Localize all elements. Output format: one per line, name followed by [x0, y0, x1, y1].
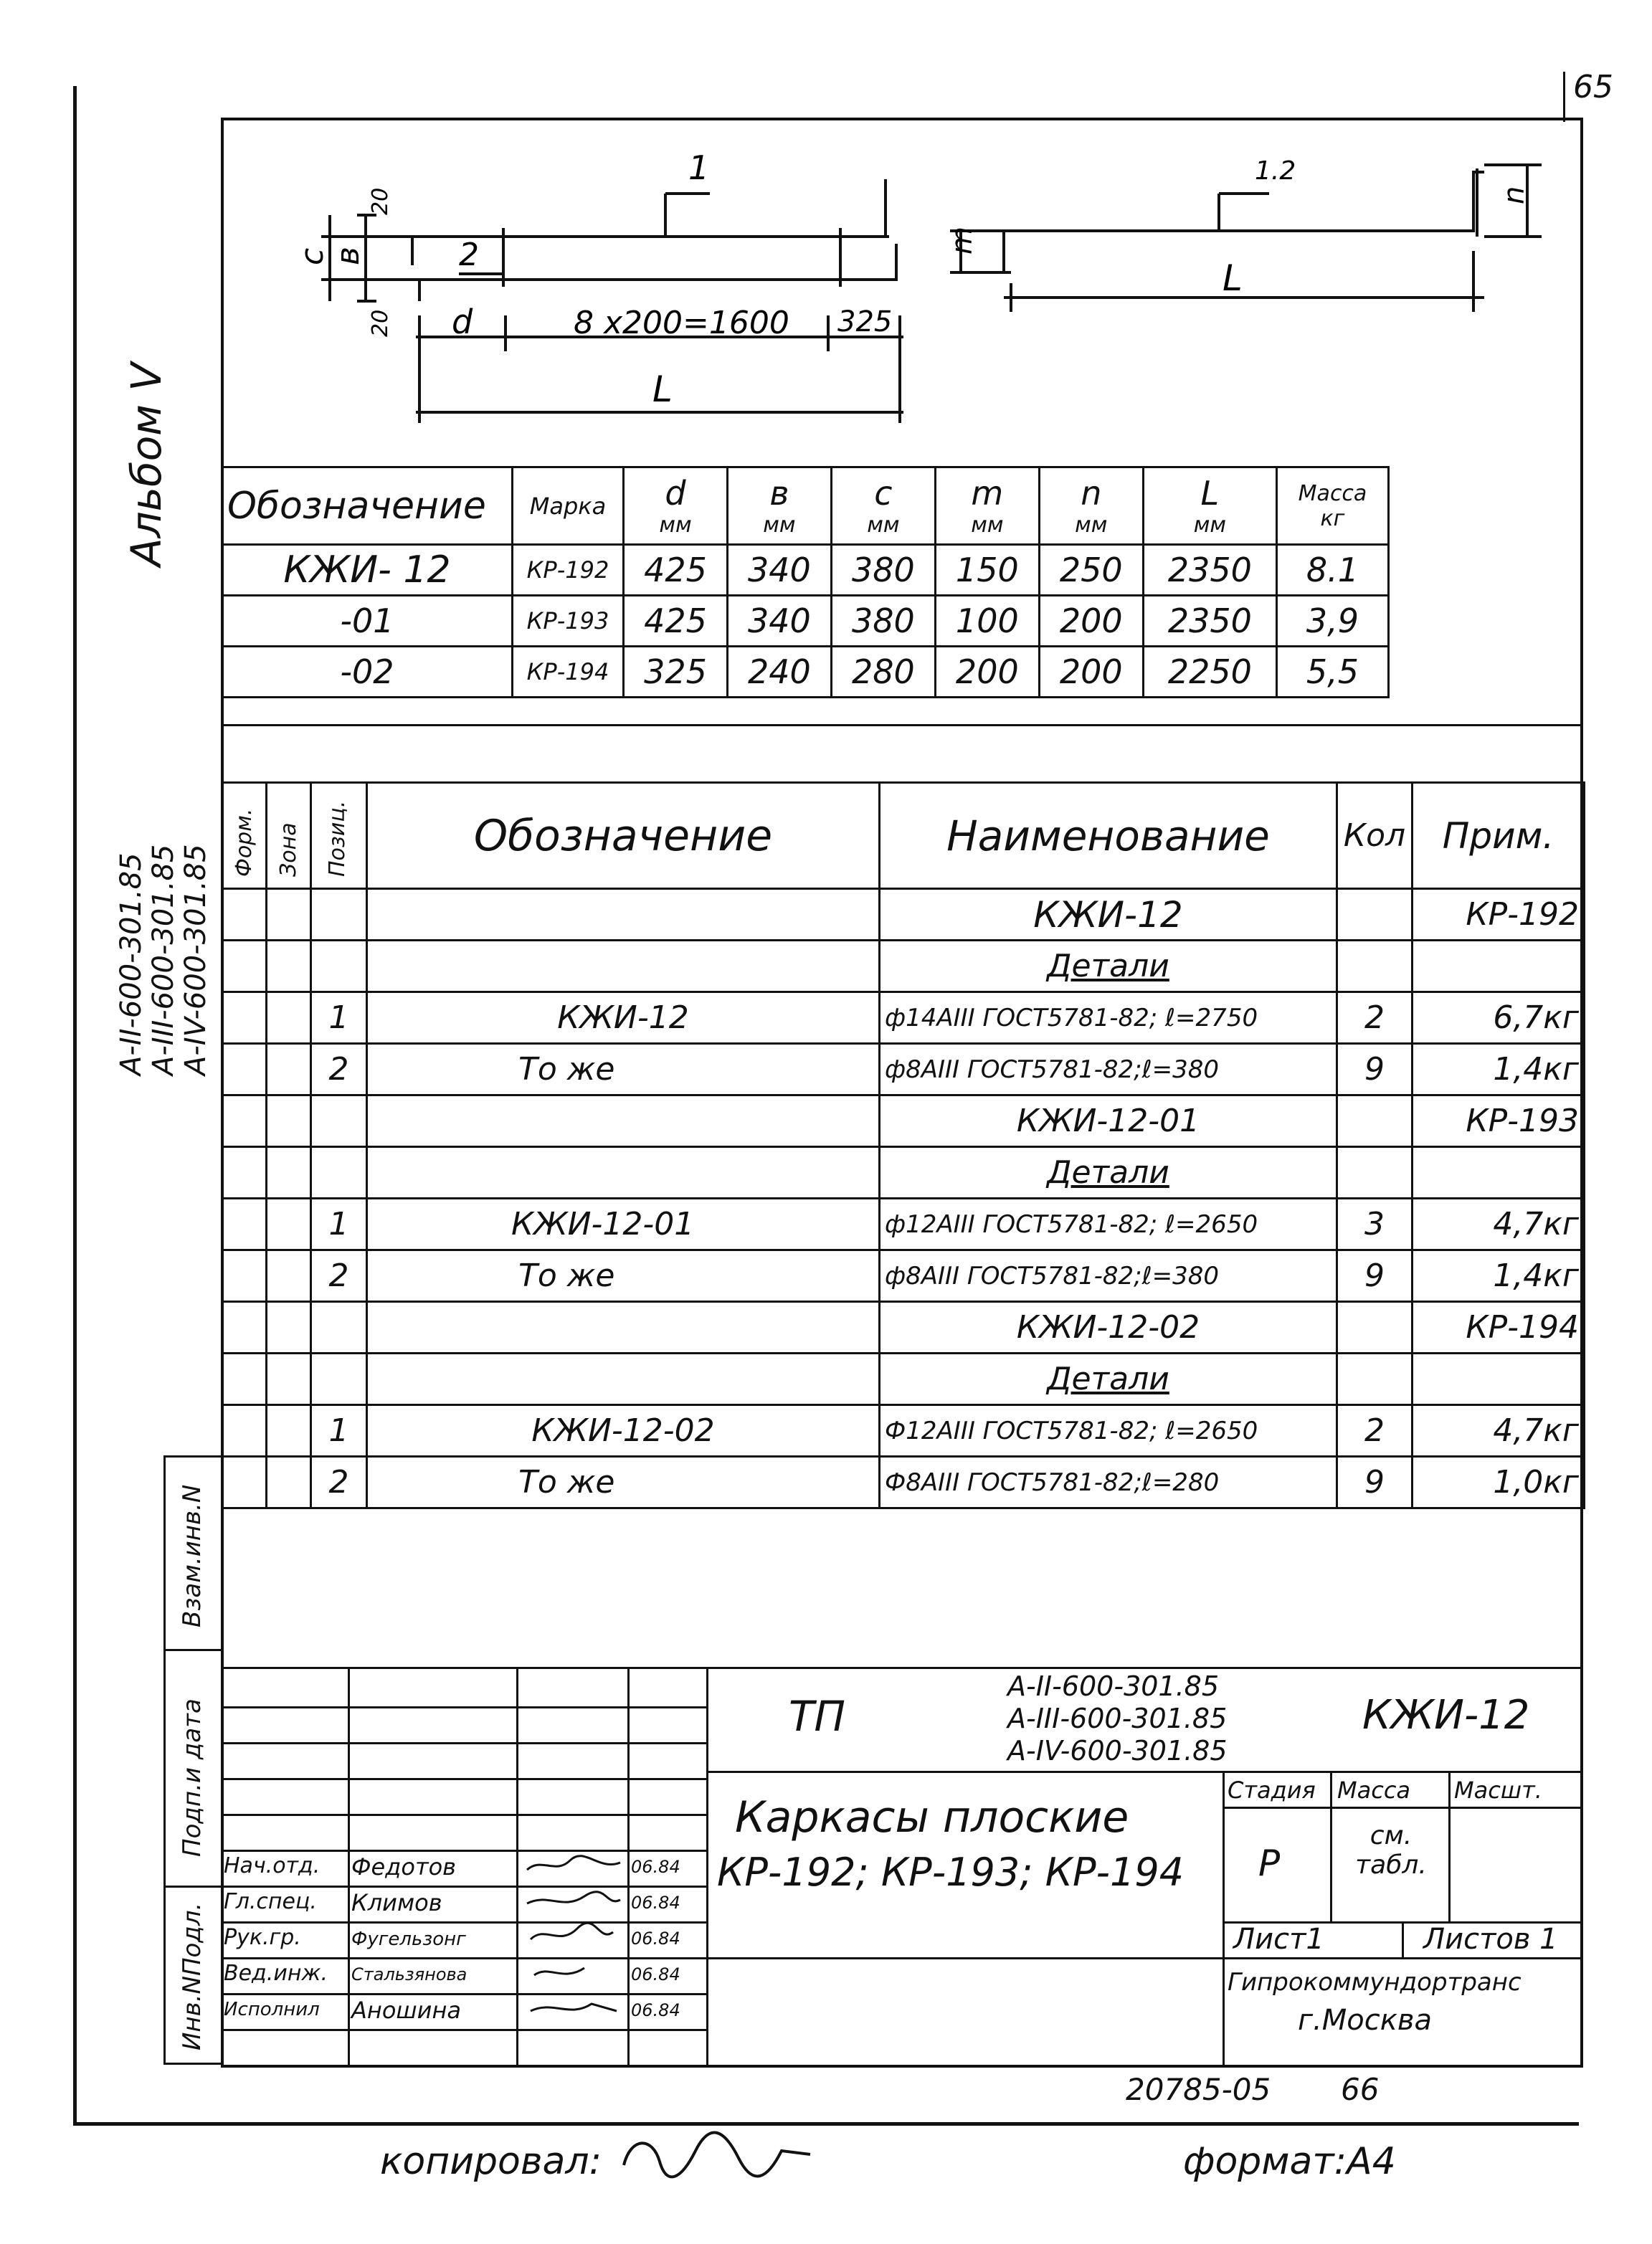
params-cell: КР-194: [513, 647, 624, 698]
params-cell: 425: [624, 596, 728, 647]
side-series-line: А-II-600-301.85: [115, 852, 148, 1075]
spec-h-note: Прим.: [1413, 783, 1585, 889]
cage-bar-top: [412, 237, 889, 265]
params-cell: -01: [222, 596, 513, 647]
spec-designation: КЖИ-12: [367, 992, 880, 1044]
series-line: А-IV-600-301.85: [1007, 1735, 1228, 1767]
spec-pos: 1: [311, 992, 367, 1044]
strip-inv-orig: Инв.NПодл.: [178, 1902, 206, 2050]
person-date: 06.84: [631, 1929, 680, 1949]
params-cell: 325: [624, 647, 728, 698]
params-h-mark: Марка: [513, 467, 624, 545]
person-date: 06.84: [631, 2000, 680, 2020]
label-pos-1: 1: [688, 148, 710, 187]
label-325: 325: [837, 305, 893, 338]
spec-pos: 1: [311, 1199, 367, 1250]
spec-qty: 9: [1337, 1250, 1413, 1302]
spec-name: ф14АIII ГОСТ5781-82; ℓ=2750: [880, 992, 1337, 1044]
person-name: Климов: [351, 1889, 442, 1916]
strip-sign-date: Подп.и дата: [178, 1698, 206, 1857]
spec-note: 1,4кг: [1413, 1044, 1585, 1095]
spec-name: КЖИ-12-01: [880, 1095, 1337, 1147]
scale-header: Масшт.: [1454, 1777, 1542, 1804]
spec-pos: 1: [311, 1405, 367, 1457]
params-cell: 8.1: [1276, 545, 1388, 596]
album-label: Альбом V: [122, 362, 171, 566]
format-label: формат:А4: [1183, 2140, 1396, 2183]
series-line: А-III-600-301.85: [1007, 1703, 1228, 1734]
spec-row: [222, 992, 1585, 1044]
spec-table: [221, 781, 1585, 1509]
params-table: [221, 466, 1390, 698]
spec-qty: 2: [1337, 1405, 1413, 1457]
spec-name: Ф12АIII ГОСТ5781-82; ℓ=2650: [880, 1405, 1337, 1457]
params-h-L: L мм: [1143, 467, 1276, 545]
signature-marks: [520, 1850, 627, 2029]
person-name: Аношина: [351, 1997, 461, 2024]
params-h-d: d мм: [624, 467, 728, 545]
params-section-bottom: [221, 724, 1583, 726]
params-cell: 380: [831, 596, 935, 647]
spec-qty: 9: [1337, 1044, 1413, 1095]
spec-h-format: Форм.: [222, 783, 267, 889]
title-line-1: Каркасы плоские: [735, 1792, 1129, 1843]
params-cell: 2250: [1143, 647, 1276, 698]
spec-pos: 2: [311, 1044, 367, 1095]
params-cell: 425: [624, 545, 728, 596]
params-cell: КР-192: [513, 545, 624, 596]
organization: Гипрокоммундортранс: [1228, 1968, 1522, 1997]
spec-header: [222, 783, 1585, 889]
params-h-m: m мм: [935, 467, 1039, 545]
params-cell: 240: [727, 647, 831, 698]
mass-header: Масса: [1337, 1777, 1411, 1804]
side-view-bar: [1004, 172, 1484, 272]
side-series-line: А-III-600-301.85: [147, 844, 180, 1075]
spec-h-qty: Кол: [1337, 783, 1413, 889]
spec-name: КЖИ-12-02: [880, 1302, 1337, 1354]
label-20b: 20: [368, 309, 393, 337]
left-binding-line: [73, 86, 77, 2122]
document-code: КЖИ-12: [1362, 1692, 1530, 1739]
spec-h-name: Наименование: [880, 783, 1337, 889]
spec-name: Детали: [880, 941, 1337, 992]
spec-qty: 9: [1337, 1457, 1413, 1508]
organization-city: г.Москва: [1298, 2004, 1432, 2037]
spec-designation: То же: [367, 1044, 880, 1095]
params-cell: 3,9: [1276, 596, 1388, 647]
spec-h-designation: Обозначение: [367, 783, 880, 889]
person-role: Вед.инж.: [224, 1961, 328, 1986]
frame-sketch: [222, 122, 1577, 466]
label-b: в: [330, 247, 366, 265]
spec-note: 4,7кг: [1413, 1199, 1585, 1250]
params-cell: 100: [935, 596, 1039, 647]
params-cell: 200: [1039, 647, 1143, 698]
spec-row: [222, 1199, 1585, 1250]
sheets-total: Листов 1: [1423, 1923, 1558, 1956]
spec-name: Ф8АIII ГОСТ5781-82;ℓ=280: [880, 1457, 1337, 1508]
spec-h-pos: Позиц.: [311, 783, 367, 889]
spec-note: КР-192: [1413, 889, 1585, 941]
spec-designation: То же: [367, 1250, 880, 1302]
series-line: А-II-600-301.85: [1007, 1670, 1220, 1702]
params-header: [222, 467, 1389, 545]
params-cell: 280: [831, 647, 935, 698]
document-number: 20785-05: [1126, 2072, 1271, 2107]
person-date: 06.84: [631, 1857, 680, 1877]
person-role: Нач.отд.: [224, 1853, 321, 1878]
params-cell: КЖИ- 12: [222, 545, 513, 596]
params-cell: 250: [1039, 545, 1143, 596]
spec-note: 4,7кг: [1413, 1405, 1585, 1457]
params-row: [222, 596, 1389, 647]
params-h-n: n мм: [1039, 467, 1143, 545]
spec-row: [222, 1095, 1585, 1147]
sheet-number: Лист1: [1233, 1923, 1324, 1956]
person-name: Фугельзонг: [351, 1929, 466, 1950]
stage-header: Стадия: [1228, 1777, 1316, 1804]
spec-note: КР-193: [1413, 1095, 1585, 1147]
person-role: Гл.спец.: [224, 1889, 317, 1914]
mass-value: см. табл.: [1355, 1821, 1427, 1880]
label-c: c: [294, 247, 331, 265]
spec-row: [222, 1457, 1585, 1508]
spec-row: [222, 941, 1585, 992]
spec-name: ф12АIII ГОСТ5781-82; ℓ=2650: [880, 1199, 1337, 1250]
strip-inv-vzam: Взам.инв.N: [178, 1484, 206, 1627]
params-cell: КР-193: [513, 596, 624, 647]
spec-designation: То же: [367, 1457, 880, 1508]
params-cell: 200: [1039, 596, 1143, 647]
copied-label: копировал:: [380, 2140, 602, 2183]
spec-designation: КЖИ-12-01: [367, 1199, 880, 1250]
params-cell: 5,5: [1276, 647, 1388, 698]
label-L: L: [652, 369, 673, 410]
spec-row: [222, 1250, 1585, 1302]
spec-row: [222, 1044, 1585, 1095]
label-pos-2: 2: [459, 237, 479, 273]
params-row: [222, 647, 1389, 698]
spec-note: 6,7кг: [1413, 992, 1585, 1044]
spec-row: [222, 1354, 1585, 1405]
spec-qty: 3: [1337, 1199, 1413, 1250]
params-cell: -02: [222, 647, 513, 698]
page-number-tick: [1563, 72, 1565, 122]
person-date: 06.84: [631, 1964, 680, 1984]
params-cell: 2350: [1143, 545, 1276, 596]
label-spacing: 8 x200=1600: [574, 305, 789, 341]
stage-value: Р: [1258, 1843, 1281, 1884]
params-cell: 150: [935, 545, 1039, 596]
spec-note: 1,4кг: [1413, 1250, 1585, 1302]
label-m: m: [946, 227, 979, 255]
tp-label: ТП: [789, 1692, 846, 1741]
person-name: Стальзянова: [351, 1964, 467, 1984]
spec-row: [222, 1302, 1585, 1354]
person-role: Исполнил: [224, 1999, 320, 2020]
spec-row: [222, 889, 1585, 941]
page-number: 65: [1573, 69, 1613, 105]
person-name: Федотов: [351, 1853, 457, 1881]
label-20a: 20: [368, 187, 393, 215]
params-h-mass: Масса кг: [1276, 467, 1388, 545]
spec-qty: 2: [1337, 992, 1413, 1044]
spec-row: [222, 1405, 1585, 1457]
label-1-2: 1.2: [1255, 156, 1296, 186]
params-cell: 340: [727, 596, 831, 647]
spec-name: ф8АIII ГОСТ5781-82;ℓ=380: [880, 1250, 1337, 1302]
spec-name: КЖИ-12: [880, 889, 1337, 941]
label-n: n: [1498, 186, 1531, 204]
spec-note: КР-194: [1413, 1302, 1585, 1354]
spec-pos: 2: [311, 1250, 367, 1302]
params-h-c: c мм: [831, 467, 935, 545]
spec-row: [222, 1147, 1585, 1199]
params-h-designation: Обозначение: [222, 467, 513, 545]
spec-name: Детали: [880, 1354, 1337, 1405]
spec-designation: КЖИ-12-02: [367, 1405, 880, 1457]
spec-name: Детали: [880, 1147, 1337, 1199]
params-cell: 340: [727, 545, 831, 596]
params-row: [222, 545, 1389, 596]
side-series-line: А-IV-600-301.85: [179, 844, 212, 1075]
person-role: Рук.гр.: [224, 1925, 301, 1950]
params-cell: 2350: [1143, 596, 1276, 647]
spec-note: 1,0кг: [1413, 1457, 1585, 1508]
person-date: 06.84: [631, 1893, 680, 1913]
copier-signature: [617, 2122, 817, 2187]
params-cell: 200: [935, 647, 1039, 698]
label-d: d: [452, 303, 473, 341]
label-L2: L: [1223, 257, 1243, 299]
sheet-page-number: 66: [1341, 2072, 1380, 2107]
spec-name: ф8АIII ГОСТ5781-82;ℓ=380: [880, 1044, 1337, 1095]
params-h-b: в мм: [727, 467, 831, 545]
spec-pos: 2: [311, 1457, 367, 1508]
bottom-binding-line: [73, 2122, 1579, 2126]
spec-h-zone: Зона: [267, 783, 311, 889]
params-cell: 380: [831, 545, 935, 596]
title-line-2: КР-192; КР-193; КР-194: [717, 1850, 1185, 1895]
